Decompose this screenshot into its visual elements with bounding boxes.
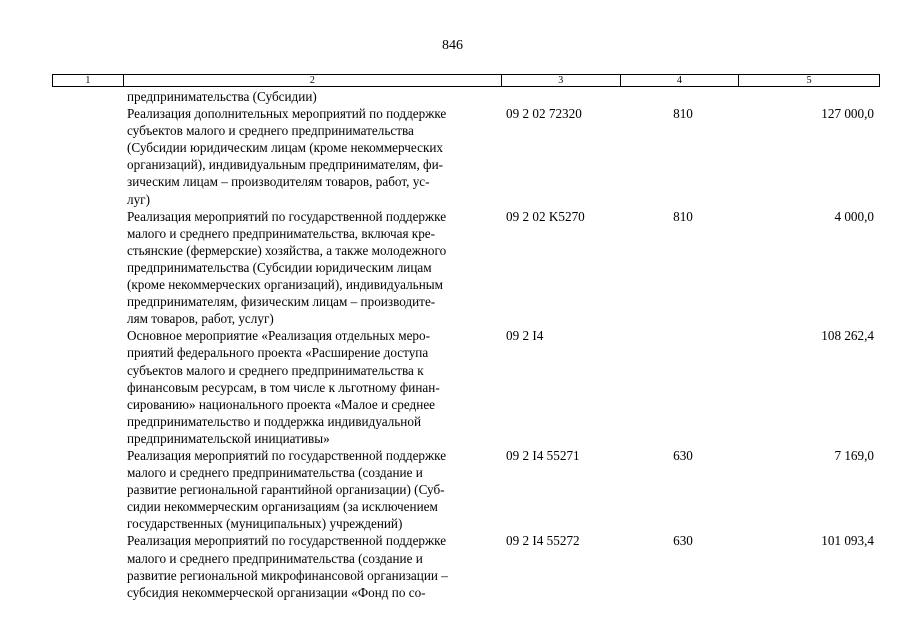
description-cell [127, 447, 503, 532]
description-cell [127, 88, 503, 105]
expense-type-cell: 810 [673, 106, 693, 122]
expense-type-cell: 630 [673, 533, 693, 549]
code-cell: 09 2 I4 [506, 328, 544, 344]
code-cell: 09 2 02 72320 [506, 106, 582, 122]
expense-type-cell: 810 [673, 208, 693, 224]
code-cell [503, 88, 625, 105]
row-number-cell [52, 327, 127, 447]
table-body [52, 88, 880, 601]
description-line: приятий федерального проекта «Расширение доступа [127, 345, 429, 361]
description-line: малого и среднего предпринимательства (создание и [127, 465, 423, 481]
column-header-4: 4 [621, 75, 740, 86]
row-number-cell [52, 88, 127, 105]
page-number: 846 [442, 38, 463, 53]
amount-cell: 7 169,0 [834, 447, 874, 463]
description-line: Основное мероприятие «Реализация отдельных меро- [127, 328, 431, 344]
description-line: луг) [127, 191, 150, 207]
description-line: предпринимательства (Субсидии) [127, 89, 317, 104]
description-line: финансовым ресурсам, в том числе к льготному финан- [127, 379, 440, 395]
row-number-cell [52, 447, 127, 532]
description-line: сированию» национального проекта «Малое и среднее [127, 396, 436, 412]
description-line: субъектов малого и среднего предпринимательства к [127, 362, 424, 378]
row-number-cell [52, 532, 127, 600]
column-header-3: 3 [502, 75, 621, 86]
description-line: лям товаров, работ, услуг) [127, 311, 274, 327]
description-cell [127, 532, 503, 600]
description-cell [127, 105, 503, 208]
amount-cell: 108 262,4 [821, 328, 874, 344]
row-number-cell [52, 208, 127, 328]
description-line: предпринимательской инициативы» [127, 430, 330, 446]
description-line: предпринимательство и поддержка индивидуальной [127, 413, 422, 429]
description-line: Реализация мероприятий по государственной поддержке [127, 447, 447, 463]
column-header-2: 2 [124, 75, 502, 86]
column-header-5: 5 [806, 75, 812, 86]
table-header [52, 74, 880, 87]
description-cell [127, 327, 503, 447]
description-line: предпринимательства (Субсидии юридическим лицам [127, 259, 432, 275]
description-line: Реализация мероприятий по государственной поддержке [127, 533, 447, 549]
description-cell [127, 208, 503, 328]
description-line: предпринимателям, физическим лицам – производите- [127, 294, 436, 310]
table-row [52, 88, 880, 105]
table-row [52, 447, 880, 532]
code-cell: 09 2 02 K5270 [506, 208, 585, 224]
description-line: сидии некоммерческим организациям (за исключением [127, 499, 438, 515]
expense-type-cell: 630 [673, 447, 693, 463]
description-line: (Субсидии юридическим лицам (кроме некоммерческих [127, 140, 444, 156]
description-line: малого и среднего предпринимательства (создание и [127, 550, 423, 566]
expense-type-cell [625, 88, 741, 105]
table-row [52, 105, 880, 208]
table-row [52, 208, 880, 328]
description-line: организаций), индивидуальным предпринимателям, фи- [127, 157, 444, 173]
description-line: субъектов малого и среднего предпринимательства [127, 123, 414, 139]
amount-cell: 4 000,0 [834, 208, 874, 224]
column-header-1: 1 [53, 75, 124, 86]
amount-cell: 127 000,0 [821, 106, 874, 122]
description-line: зическим лицам – производителям товаров, работ, ус- [127, 174, 430, 190]
description-line: субсидия некоммерческой организации «Фонд по со- [127, 584, 426, 600]
description-line: малого и среднего предпринимательства, включая кре- [127, 225, 436, 241]
table-row [52, 327, 880, 447]
expense-type-cell [625, 327, 741, 447]
description-line: стьянские (фермерские) хозяйства, а также молодежного [127, 242, 447, 258]
code-cell: 09 2 I4 55271 [506, 447, 580, 463]
description-line: государственных (муниципальных) учреждений) [127, 516, 403, 532]
table-row [52, 532, 880, 600]
row-number-cell [52, 105, 127, 208]
amount-cell: 101 093,4 [821, 533, 874, 549]
description-line: развитие региональной гарантийной организации) (Суб- [127, 482, 445, 498]
description-line: Реализация дополнительных мероприятий по поддержке [127, 106, 447, 122]
amount-cell [741, 88, 878, 105]
description-line: развитие региональной микрофинансовой организации – [127, 567, 448, 583]
description-line: (кроме некоммерческих организаций), индивидуальным [127, 277, 443, 293]
code-cell: 09 2 I4 55272 [506, 533, 580, 549]
description-line: Реализация мероприятий по государственной поддержке [127, 208, 447, 224]
